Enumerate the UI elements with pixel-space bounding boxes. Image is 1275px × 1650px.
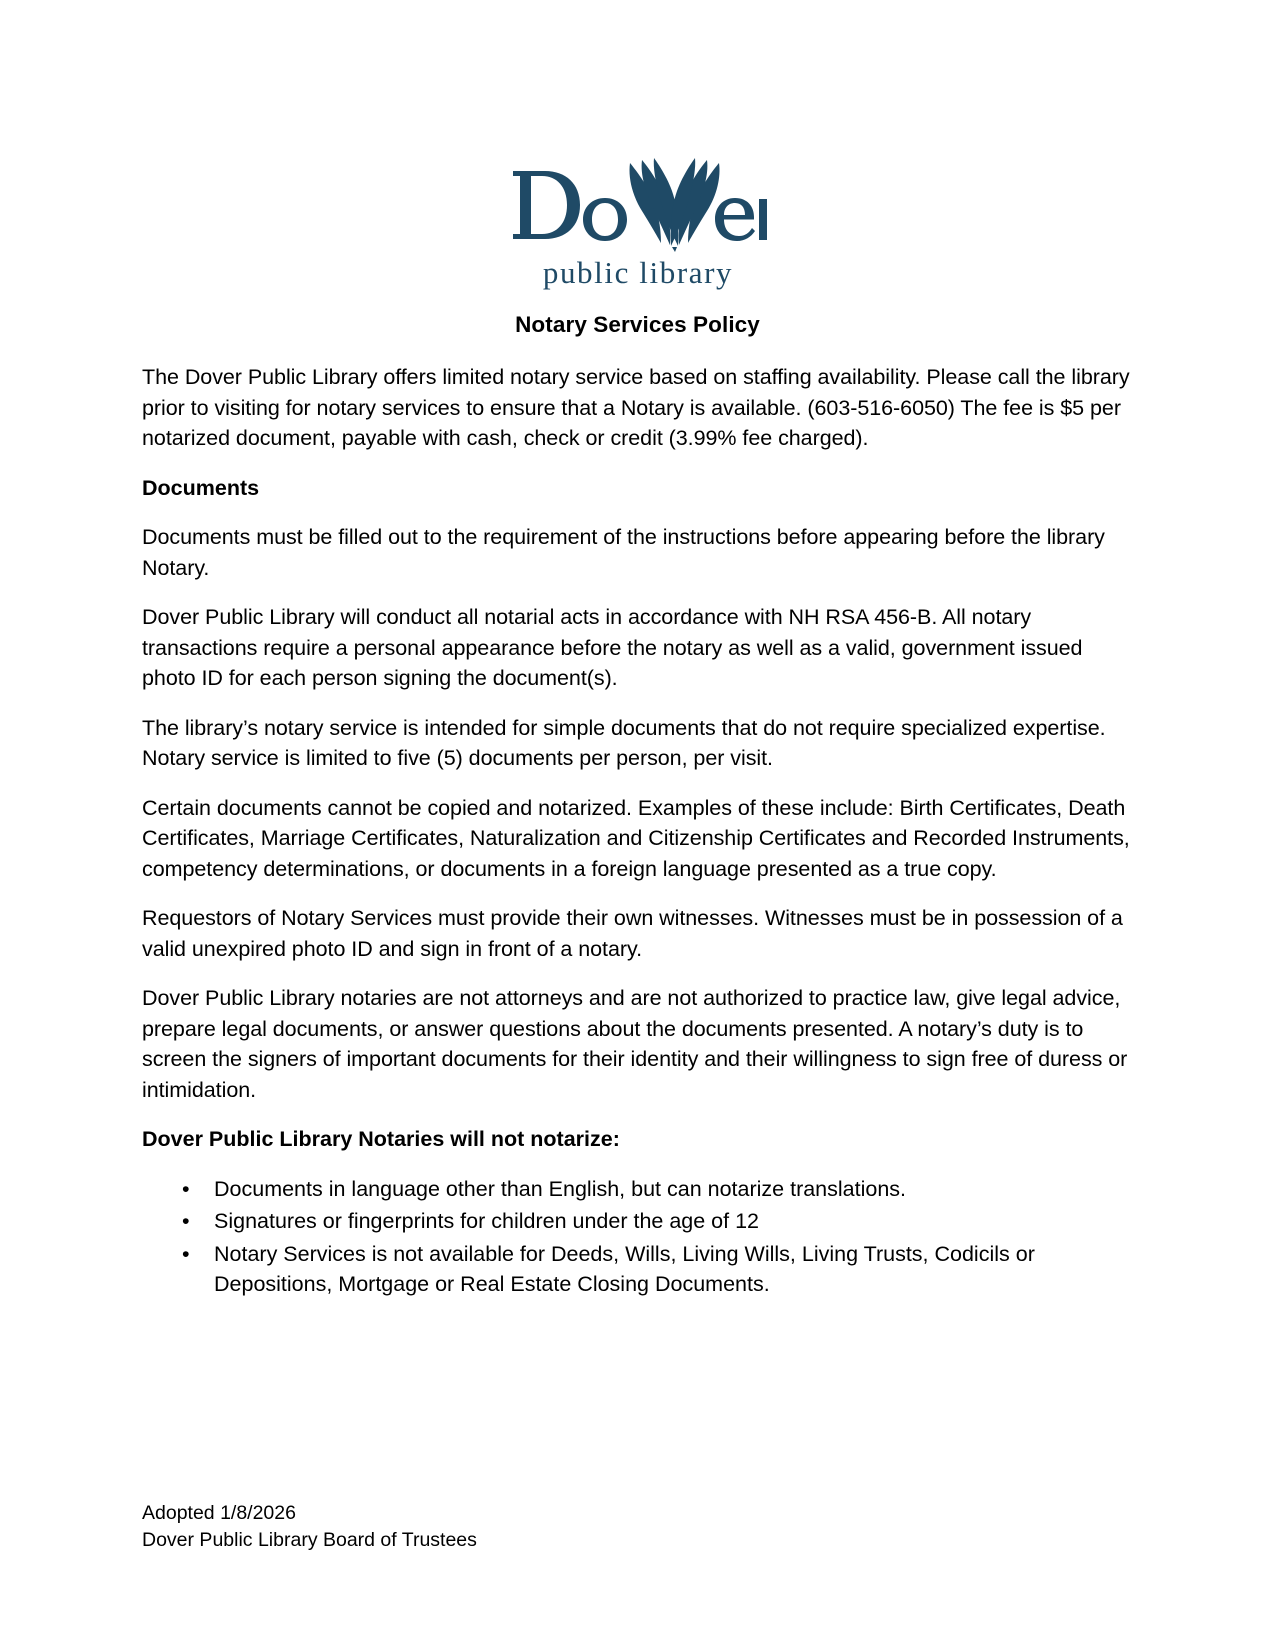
document-footer [142,1500,477,1555]
dover-public-library-logo-icon [509,155,767,290]
footer-adopted-date: Adopted 1/8/2026 [142,1501,296,1524]
bullet-icon: • [182,1241,190,1266]
paragraph-simple-documents: The library’s notary service is intended for simple documents that do not require specialized expertise. Notary service is limited to five (5) documents per person, per visit. [142,715,1106,771]
paragraph-intro: The Dover Public Library offers limited notary service based on staffing availability. Please call the library prior to visiting for notary services to ensure that a Notary is available. (603-516-6050) The fee is $5 per notarized document, payable with cash, check or credit (3.99% fee charged). [142,365,1130,451]
svg-text:public library: public library [542,255,733,290]
library-logo [142,0,1133,290]
paragraph-certain-documents: Certain documents cannot be copied and notarized. Examples of these include: Birth Certificates, Death Certificates, Marriage Certificates, Naturalization and Citizenship Certificates and Recorded Instruments, competency determinations, or documents in a foreign language presented as a true copy. [142,795,1130,881]
section-heading-will-not-notarize: Dover Public Library Notaries will not notarize: [142,1127,620,1152]
list-item [182,1174,1133,1205]
list-item [182,1206,1133,1237]
list-item [182,1239,1133,1300]
list-item-label: Documents in language other than English, but can notarize translations. [214,1176,907,1201]
list-item-label: Signatures or fingerprints for children under the age of 12 [214,1209,759,1234]
bullet-icon: • [182,1209,190,1234]
paragraph-rsa: Dover Public Library will conduct all notarial acts in accordance with NH RSA 456-B. All notary transactions require a personal appearance before the notary as well as a valid, government issued photo ID for each person signing the document(s). [142,605,1083,691]
footer-authority: Dover Public Library Board of Trustees [142,1529,477,1552]
bullet-icon: • [182,1176,190,1201]
restrictions-list [142,1174,1133,1300]
paragraph-fill-out: Documents must be filled out to the requirement of the instructions before appearing before the library Notary. [142,525,1105,580]
policy-body [142,362,1133,1300]
section-heading-documents: Documents [142,475,260,500]
page-title: Notary Services Policy [515,312,760,337]
list-item-label: Notary Services is not available for Deeds, Wills, Living Wills, Living Trusts, Codicils or Depositions, Mortgage or Real Estate Closing Documents. [214,1241,1035,1297]
paragraph-not-attorneys: Dover Public Library notaries are not attorneys and are not authorized to practice law, give legal advice, prepare legal documents, or answer questions about the documents presented. A notary’s duty is to screen the signers of important documents for their identity and their willingness to sign free of duress or intimidation. [142,986,1128,1102]
paragraph-witnesses: Requestors of Notary Services must provide their own witnesses. Witnesses must be in possession of a valid unexpired photo ID and sign in front of a notary. [142,906,1123,961]
